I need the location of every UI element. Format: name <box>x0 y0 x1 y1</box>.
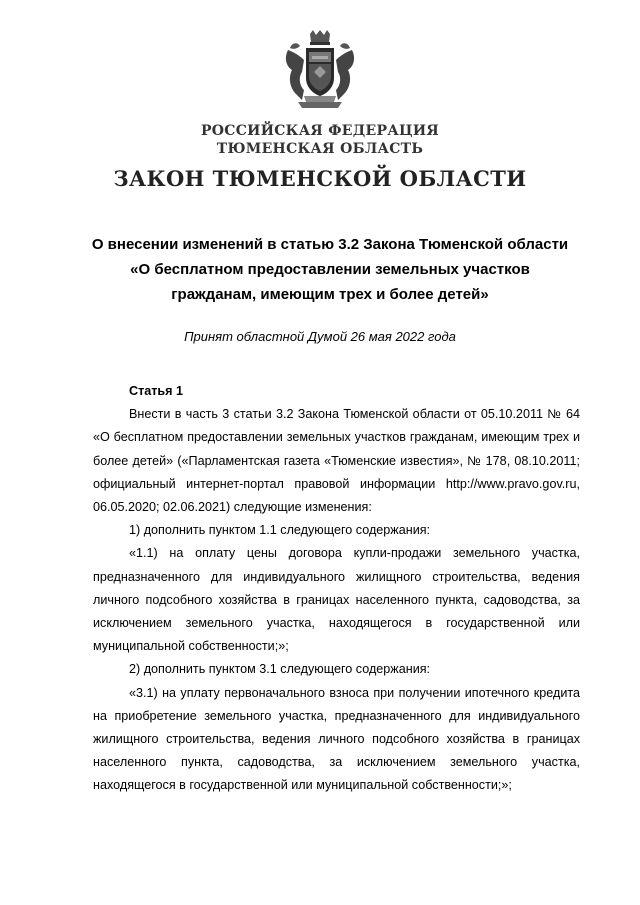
article-paragraph: 2) дополнить пунктом 3.1 следующего содержания: <box>129 662 431 677</box>
subject-line: «О бесплатном предоставлении земельных участков <box>130 261 530 278</box>
article-heading: Статья 1 <box>129 384 184 398</box>
article-paragraph: 1) дополнить пунктом 1.1 следующего содержания: <box>129 523 431 538</box>
article-paragraph: «3.1) на уплату первоначального взноса при получении ипотечного кредита на приобретение земельного участка, предназначенного для индивидуального жилищного строительства, ведения личного подсобного хозяйства в границах населенного пункта, садоводства, за исключением земельного участка, находящегося в государственной или муниципальной собственности;»; <box>93 685 580 793</box>
subject-line: О внесении изменений в статью 3.2 Закона Тюменской области <box>91 236 569 253</box>
tyumen-coat-of-arms-icon <box>282 30 358 114</box>
region-header: ТЮМЕНСКАЯ ОБЛАСТЬ <box>216 141 424 157</box>
article-paragraph: Внести в часть 3 статьи 3.2 Закона Тюменской области от 05.10.2011 № 64 «О бесплатном предоставлении земельных участков гражданам, имеющим трех и более детей» («Парламентская газета «Тюменские известия», № 178, 08.10.2011; официальный интернет-портал правовой информации http://www.pravo.gov.ru, 06.05.2020; 02.06.2021) следующие изменения: <box>93 407 580 515</box>
subject-line: гражданам, имеющим трех и более детей» <box>171 286 489 303</box>
law-title: ЗАКОН ТЮМЕНСКОЙ ОБЛАСТИ <box>113 166 527 191</box>
adoption-note: Принят областной Думой 26 мая 2022 года <box>184 329 456 344</box>
law-subject <box>60 232 600 307</box>
country-header: РОССИЙСКАЯ ФЕДЕРАЦИЯ <box>200 123 440 139</box>
article-paragraph: «1.1) на оплату цены договора купли-продажи земельного участка, предназначенного для индивидуального жилищного строительства, ведения личного подсобного хозяйства в границах населенного пункта, садоводства, за исключением земельного участка, находящегося в государственной или муниципальной собственности;»; <box>93 546 580 654</box>
article-body <box>93 380 580 798</box>
